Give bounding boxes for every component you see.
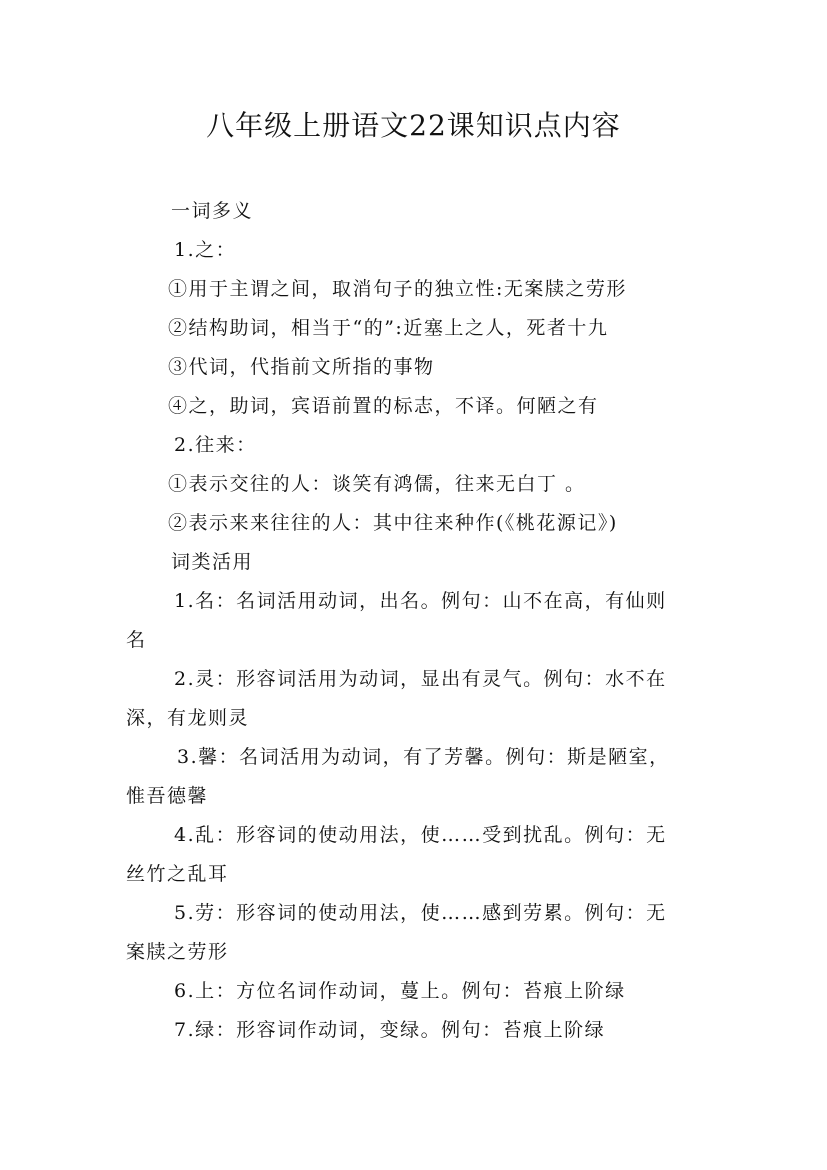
text-line: 6.上：方位名词作动词，蔓上。例句：苔痕上阶绿 (174, 980, 626, 1002)
text-line: ②结构助词，相当于“的”:近塞上之人，死者十九 (168, 317, 609, 339)
text-line: 3.馨：名词活用为动词，有了芳馨。例句：斯是陋室， (177, 746, 670, 768)
text-line: ①表示交往的人：谈笑有鸿儒，往来无白丁 。 (168, 473, 586, 495)
item-heading-wanglai: 2.往来： (174, 434, 257, 456)
text-line: 4.乱：形容词的使动用法，使……受到扰乱。例句：无 (174, 824, 667, 846)
text-line-continuation: 案牍之劳形 (126, 941, 229, 963)
text-line: 1.名：名词活用动词，出名。例句：山不在高，有仙则 (174, 590, 667, 612)
text-line: ③代词，代指前文所指的事物 (168, 356, 435, 378)
section-heading-polysemy: 一词多义 (171, 200, 254, 222)
text-line: ①用于主谓之间，取消句子的独立性:无案牍之劳形 (168, 278, 627, 300)
text-line: ②表示来来往往的人：其中往来种作(《桃花源记》) (168, 512, 618, 534)
text-line-continuation: 名 (126, 629, 147, 651)
item-heading-zhi: 1.之： (174, 239, 237, 261)
text-line-continuation: 丝竹之乱耳 (126, 863, 229, 885)
text-line-continuation: 惟吾德馨 (126, 785, 209, 807)
text-line: ④之，助词，宾语前置的标志，不译。何陋之有 (168, 395, 599, 417)
section-heading-word-class: 词类活用 (171, 551, 254, 573)
page-title: 八年级上册语文22课知识点内容 (206, 109, 621, 142)
text-line-continuation: 深，有龙则灵 (126, 707, 250, 729)
text-line: 7.绿：形容词作动词，变绿。例句：苔痕上阶绿 (174, 1019, 606, 1041)
text-line: 2.灵：形容词活用为动词，显出有灵气。例句：水不在 (174, 668, 667, 690)
text-line: 5.劳：形容词的使动用法，使……感到劳累。例句：无 (174, 902, 667, 924)
